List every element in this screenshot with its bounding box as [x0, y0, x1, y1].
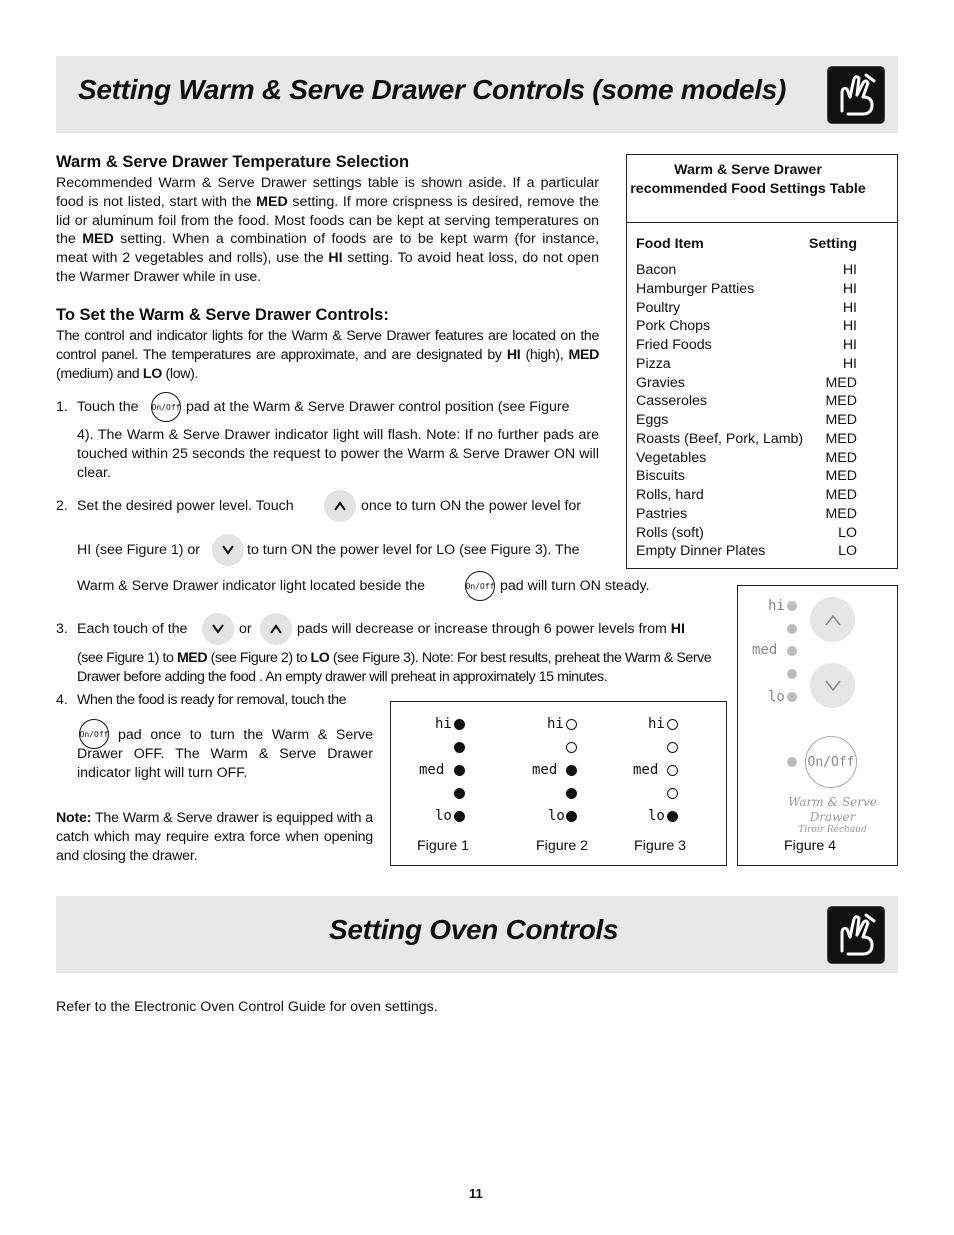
section-title: Setting Oven Controls — [329, 914, 619, 945]
down-arrow-pad-icon — [202, 613, 234, 645]
food-item-cell: Roasts (Beef, Pork, Lamb) — [636, 430, 804, 447]
table-row — [636, 450, 857, 469]
table-row — [636, 300, 857, 319]
level-label-hi: hi — [547, 716, 564, 732]
table-row — [636, 506, 857, 525]
step-text: Each touch of the — [77, 621, 188, 637]
set-controls-text: The control and indicator lights for the Warm & Serve Drawer features are located on the control panel. The temperatures are approximate, and are designated by HI (high), MED (medium) and LO (low). — [56, 328, 600, 382]
indicator-light — [667, 742, 678, 753]
step-text: Set the desired power level. Touch — [77, 498, 294, 514]
indicator-light — [787, 669, 797, 679]
step-number: 2. — [56, 498, 68, 514]
table-row — [636, 525, 857, 544]
table-row — [636, 262, 857, 281]
indicator-light — [667, 788, 678, 799]
food-item-cell: Hamburger Patties — [636, 280, 755, 297]
figure-2-label: Figure 2 — [536, 838, 589, 854]
table-row — [636, 412, 857, 431]
level-label-hi: hi — [648, 716, 665, 732]
setting-cell: HI — [842, 355, 857, 372]
table-divider — [627, 222, 897, 223]
figure-1-label: Figure 1 — [417, 838, 470, 854]
level-label-lo: lo — [435, 808, 452, 824]
hand-pointing-icon — [827, 66, 885, 124]
food-item-cell: Rolls (soft) — [636, 524, 704, 541]
level-label-hi: hi — [768, 598, 785, 614]
up-arrow-pad-icon — [260, 613, 292, 645]
setting-cell: MED — [825, 430, 857, 447]
food-item-cell: Gravies — [636, 374, 685, 391]
table-row — [636, 393, 857, 412]
setting-cell: MED — [825, 505, 857, 522]
figures-1-3-panel — [390, 701, 727, 866]
on-off-pad-icon: On/Off — [805, 736, 857, 788]
food-item-cell: Casseroles — [636, 393, 707, 410]
step-text: Touch the — [77, 399, 139, 415]
indicator-light — [566, 765, 577, 776]
food-item-cell: Vegetables — [636, 449, 707, 466]
indicator-light — [667, 719, 678, 730]
page-title: Setting Warm & Serve Drawer Controls (some models) — [78, 74, 786, 105]
down-arrow-pad-icon — [212, 534, 244, 566]
indicator-light — [566, 719, 577, 730]
food-item-cell: Empty Dinner Plates — [636, 543, 766, 560]
step-text: HI (see Figure 1) or — [77, 542, 200, 558]
table-title: Warm & Serve Drawer recommended Food Settings Table — [630, 162, 866, 197]
food-item-cell: Pastries — [636, 505, 688, 522]
setting-cell: MED — [825, 393, 857, 410]
step-text: once to turn ON the power level for — [361, 498, 582, 514]
step-text: Warm & Serve Drawer indicator light located beside the — [77, 578, 426, 594]
setting-cell: MED — [825, 374, 857, 391]
setting-cell: HI — [842, 299, 857, 316]
food-item-cell: Eggs — [636, 412, 669, 428]
temperature-selection-text: Recommended Warm & Serve Drawer settings table is shown aside. If a particular food is not listed, start with the MED setting. If more crispness is desired, remove the lid or aluminum foil from the food. Most foods can be kept at serving temperatures on the MED setting. When a combination of foods are to be kept warm (for instance, meat with 2 vegetables and rolls), use the HI setting. To avoid heat loss, do not open the Warmer Drawer while in use. — [56, 175, 600, 285]
food-item-cell: Poultry — [636, 299, 681, 316]
figure-4-panel — [737, 585, 898, 866]
setting-cell: MED — [825, 449, 857, 466]
on-off-pad-icon: On/Off — [465, 571, 495, 601]
food-settings-table — [626, 154, 898, 569]
temperature-selection-heading: Warm & Serve Drawer Temperature Selection — [56, 153, 410, 171]
indicator-light — [454, 719, 465, 730]
level-label-med: med — [633, 762, 659, 778]
table-row — [636, 356, 857, 375]
drawer-brand-label: Warm & Serve Drawer Tiroir Réchaud — [788, 795, 877, 835]
section-banner-oven — [56, 896, 898, 973]
page-number: 11 — [469, 1186, 483, 1201]
indicator-light — [787, 624, 797, 634]
up-arrow-pad-icon — [324, 490, 356, 522]
level-label-med: med — [532, 762, 558, 778]
indicator-light — [454, 765, 465, 776]
setting-cell: LO — [838, 543, 857, 560]
oven-controls-text: Refer to the Electronic Oven Control Guide for oven settings. — [56, 999, 438, 1015]
table-row — [636, 431, 857, 450]
food-item-cell: Pork Chops — [636, 318, 711, 335]
indicator-light — [566, 788, 577, 799]
step-text: pad at the Warm & Serve Drawer control position (see Figure — [186, 399, 570, 415]
setting-cell: HI — [842, 262, 857, 278]
step-number: 1. — [56, 399, 68, 415]
drawer-indicator-light — [787, 757, 797, 767]
food-item-cell: Pizza — [636, 355, 671, 372]
indicator-light — [787, 692, 797, 702]
table-row — [636, 318, 857, 337]
level-label-med: med — [752, 642, 778, 658]
figure-3-label: Figure 3 — [634, 838, 687, 854]
indicator-light — [454, 742, 465, 753]
up-arrow-pad-icon — [810, 597, 855, 642]
figure-4-label: Figure 4 — [784, 838, 837, 854]
level-label-hi: hi — [435, 716, 452, 732]
setting-cell: LO — [838, 524, 857, 541]
setting-cell: HI — [842, 337, 857, 353]
food-item-cell: Biscuits — [636, 468, 685, 485]
table-row — [636, 468, 857, 487]
table-row — [636, 281, 857, 300]
step-text: pads will decrease or increase through 6 power levels from HI — [297, 621, 685, 637]
table-row — [636, 337, 857, 356]
food-item-cell: Fried Foods — [636, 337, 712, 353]
indicator-light — [667, 765, 678, 776]
indicator-light — [566, 742, 577, 753]
hand-pointing-icon — [827, 906, 885, 964]
step-text: to turn ON the power level for LO (see Figure 3). The — [247, 542, 580, 558]
section-banner-warm-serve — [56, 56, 898, 133]
column-header-food-item: Food Item — [636, 236, 704, 252]
setting-cell: MED — [825, 412, 857, 428]
level-label-lo: lo — [648, 808, 665, 824]
setting-cell: MED — [825, 468, 857, 485]
on-off-pad-icon: On/Off — [151, 392, 181, 422]
table-row — [636, 487, 857, 506]
indicator-light — [667, 811, 678, 822]
step-text: (see Figure 1) to MED (see Figure 2) to LO (see Figure 3). Note: For best results, preheat the Warm & Serve Drawer before adding the food . An empty drawer will preheat in approximately 15 minutes. — [77, 650, 712, 685]
table-row — [636, 375, 857, 394]
setting-cell: HI — [842, 318, 857, 335]
indicator-light — [787, 646, 797, 656]
step-text: pad once to turn the Warm & Serve Drawer OFF. The Warm & Serve Drawer indicator light will turn OFF. — [77, 727, 373, 781]
step-number: 4. — [56, 692, 68, 708]
step-text: When the food is ready for removal, touch the — [77, 692, 347, 708]
note-text: Note: The Warm & Serve drawer is equipped with a catch which may require extra force when opening and closing the drawer. — [56, 810, 373, 864]
column-header-setting: Setting — [808, 236, 857, 252]
table-header-row — [636, 236, 857, 255]
on-off-pad-icon: On/Off — [79, 719, 109, 749]
step-text: pad will turn ON steady. — [500, 578, 650, 594]
indicator-light — [454, 811, 465, 822]
level-label-lo: lo — [548, 808, 565, 824]
indicator-light — [566, 811, 577, 822]
step-text: 4). The Warm & Serve Drawer indicator light will flash. Note: If no further pads are touched within 25 seconds the request to power the Warm & Serve Drawer ON will clear. — [77, 427, 599, 481]
table-row — [636, 543, 857, 562]
indicator-light — [454, 788, 465, 799]
step-text: or — [239, 621, 252, 637]
set-controls-heading: To Set the Warm & Serve Drawer Controls: — [56, 306, 389, 324]
indicator-light — [787, 601, 797, 611]
level-label-med: med — [419, 762, 445, 778]
level-label-lo: lo — [768, 689, 785, 705]
food-item-cell: Bacon — [636, 262, 677, 278]
food-item-cell: Rolls, hard — [636, 487, 704, 503]
setting-cell: HI — [842, 280, 857, 297]
down-arrow-pad-icon — [810, 663, 855, 708]
setting-cell: MED — [825, 487, 857, 503]
step-number: 3. — [56, 621, 68, 637]
